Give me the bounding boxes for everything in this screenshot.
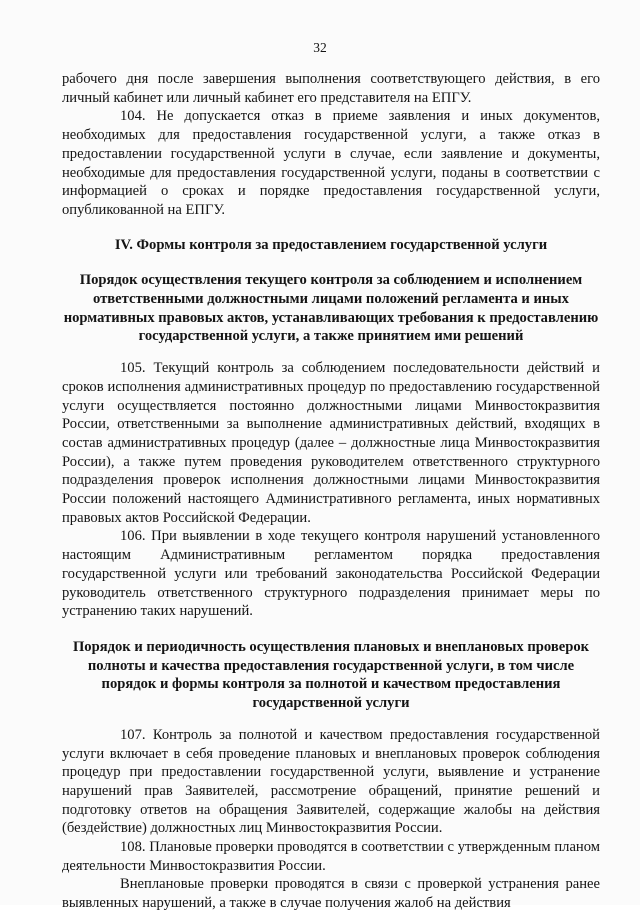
- subsection-title-current-control: Порядок осуществления текущего контроля за соблюдением и исполнением ответственными должностными лицами положений регламента и иных нормативных правовых актов, устанавливающих требования к предоставлению государственной услуги, а также принятием ими решений: [63, 272, 599, 345]
- spacer: [62, 346, 600, 359]
- paragraph-unscheduled-inspections: Внеплановые проверки проводятся в связи с проверкой устранения ранее выявленных нарушений, а также в случае получения жалоб на действия: [62, 876, 600, 912]
- paragraph-105: 105. Текущий контроль за соблюдением последовательности действий и сроков исполнения административных процедур по предоставлению государственной услуги осуществляется постоянно должностными лицами Минвостокразвития России, ответственными за выполнение административных действий, входящих в состав административных процедур (далее – должностные лица Минвостокразвития России), а также путем проведения руководителем ответственного структурного подразделения проверок исполнения должностными лицами Минвостокразвития России положений настоящего Административного регламента, иных нормативных правовых актов Российской Федерации.: [62, 360, 600, 526]
- paragraph-108: 108. Плановые проверки проводятся в соответствии с утвержденным планом деятельности Минвостокразвития России.: [62, 839, 600, 874]
- paragraph-106: 106. При выявлении в ходе текущего контроля нарушений установленного настоящим Административным регламентом порядка предоставления государственной услуги или требований законодательства Российской Федерации руководитель ответственного структурного подразделения принимает меры по устранению таких нарушений.: [62, 528, 600, 620]
- spacer: [62, 713, 600, 726]
- page-content: [62, 70, 600, 913]
- paragraph-104: 104. Не допускается отказ в приеме заявления и иных документов, необходимых для предоставления государственной услуги, а также отказ в предоставлении государственной услуги в случае, если заявление и документы, необходимые для предоставления государственной услуги, поданы в соответствии с информацией о сроках и порядке предоставления государственной услуги, опубликованной на ЕПГУ.: [62, 108, 600, 218]
- paragraph-continuation: рабочего дня после завершения выполнения соответствующего действия, в его личный кабинет или личный кабинет его представителя на ЕПГУ.: [62, 71, 600, 106]
- page-number: 32: [313, 40, 327, 55]
- paragraph-107: 107. Контроль за полнотой и качеством предоставления государственной услуги включает в себя проведение плановых и внеплановых проверок соблюдения процедур при предоставлении государственной услуги, выявление и устранение нарушений прав Заявителей, рассмотрение обращений, принятие решений и подготовку ответов на обращения Заявителей, содержащие жалобы на действия (бездействие) должностных лиц Минвостокразвития России.: [62, 726, 600, 837]
- section-title-iv: IV. Формы контроля за предоставлением государственной услуги: [114, 236, 548, 253]
- subsection-title-inspections: Порядок и периодичность осуществления плановых и внеплановых проверок полноты и качества предоставления государственной услуги, в том числе порядок и формы контроля за полнотой и качеством предоставления государственной услуги: [72, 638, 590, 712]
